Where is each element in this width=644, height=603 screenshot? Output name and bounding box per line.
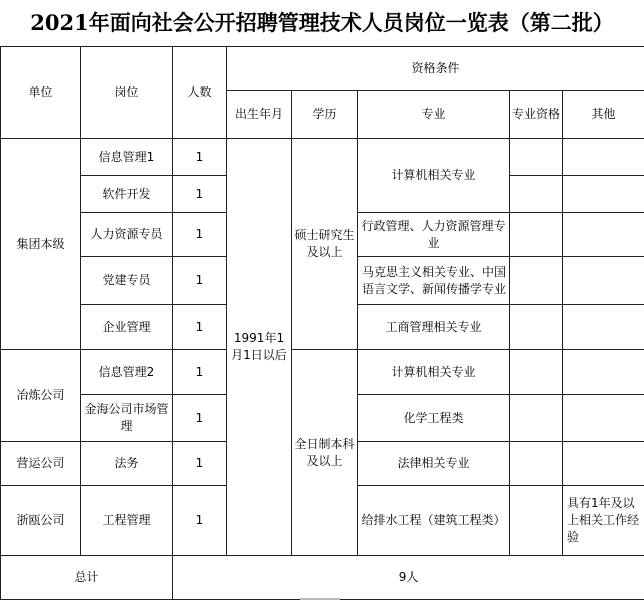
position-cell: 党建专员 <box>81 257 173 305</box>
other-cell <box>563 257 644 305</box>
major-cell: 给排水工程（建筑工程类） <box>358 486 510 556</box>
major-cell: 工商管理相关专业 <box>358 305 510 350</box>
count-cell: 1 <box>173 486 227 556</box>
education-cell: 硕士研究生及以上 <box>292 139 358 350</box>
unit-cell: 营运公司 <box>1 442 81 486</box>
header-unit: 单位 <box>1 47 81 139</box>
header-other: 其他 <box>563 91 644 139</box>
page-title: 2021年面向社会公开招聘管理技术人员岗位一览表（第二批） <box>30 10 614 35</box>
major-cell: 法律相关专业 <box>358 442 510 486</box>
other-cell <box>563 176 644 213</box>
prof-qual-cell <box>510 486 563 556</box>
position-cell: 工程管理 <box>81 486 173 556</box>
header-qualifications: 资格条件 <box>227 47 644 91</box>
major-cell: 马克思主义相关专业、中国语言文学、新闻传播学专业 <box>358 257 510 305</box>
other-cell <box>563 139 644 176</box>
position-cell: 人力资源专员 <box>81 213 173 257</box>
position-cell: 企业管理 <box>81 305 173 350</box>
count-cell: 1 <box>173 257 227 305</box>
other-cell <box>563 213 644 257</box>
other-cell <box>563 350 644 395</box>
prof-qual-cell <box>510 305 563 350</box>
position-cell: 软件开发 <box>81 176 173 213</box>
major-cell: 化学工程类 <box>358 395 510 442</box>
header-major: 专业 <box>358 91 510 139</box>
major-cell: 计算机相关专业 <box>358 350 510 395</box>
count-cell: 1 <box>173 213 227 257</box>
prof-qual-cell <box>510 257 563 305</box>
header-professional-qualification: 专业资格 <box>510 91 563 139</box>
unit-cell: 集团本级 <box>1 139 81 350</box>
birth-cell: 1991年1月1日以后 <box>227 139 292 556</box>
total-value: 9人 <box>173 556 644 600</box>
total-label: 总计 <box>1 556 173 600</box>
count-cell: 1 <box>173 395 227 442</box>
count-cell: 1 <box>173 139 227 176</box>
count-cell: 1 <box>173 305 227 350</box>
other-cell <box>563 442 644 486</box>
header-position: 岗位 <box>81 47 173 139</box>
header-education: 学历 <box>292 91 358 139</box>
count-cell: 1 <box>173 442 227 486</box>
header-birth: 出生年月 <box>227 91 292 139</box>
prof-qual-cell <box>510 350 563 395</box>
prof-qual-cell <box>510 213 563 257</box>
position-cell: 信息管理2 <box>81 350 173 395</box>
unit-cell: 冶炼公司 <box>1 350 81 442</box>
major-cell: 计算机相关专业 <box>358 139 510 213</box>
prof-qual-cell <box>510 442 563 486</box>
prof-qual-cell <box>510 139 563 176</box>
other-cell <box>563 395 644 442</box>
count-cell: 1 <box>173 176 227 213</box>
position-cell: 信息管理1 <box>81 139 173 176</box>
header-count: 人数 <box>173 47 227 139</box>
position-cell: 法务 <box>81 442 173 486</box>
position-cell: 金海公司市场管理 <box>81 395 173 442</box>
count-cell: 1 <box>173 350 227 395</box>
other-cell <box>563 305 644 350</box>
prof-qual-cell <box>510 395 563 442</box>
education-cell: 全日制本科及以上 <box>292 350 358 556</box>
major-cell: 行政管理、人力资源管理专业 <box>358 213 510 257</box>
recruitment-table <box>0 46 644 600</box>
other-cell: 具有1年及以上相关工作经验 <box>563 486 644 556</box>
page-edge-mark <box>300 598 340 600</box>
unit-cell: 浙瓯公司 <box>1 486 81 556</box>
prof-qual-cell <box>510 176 563 213</box>
